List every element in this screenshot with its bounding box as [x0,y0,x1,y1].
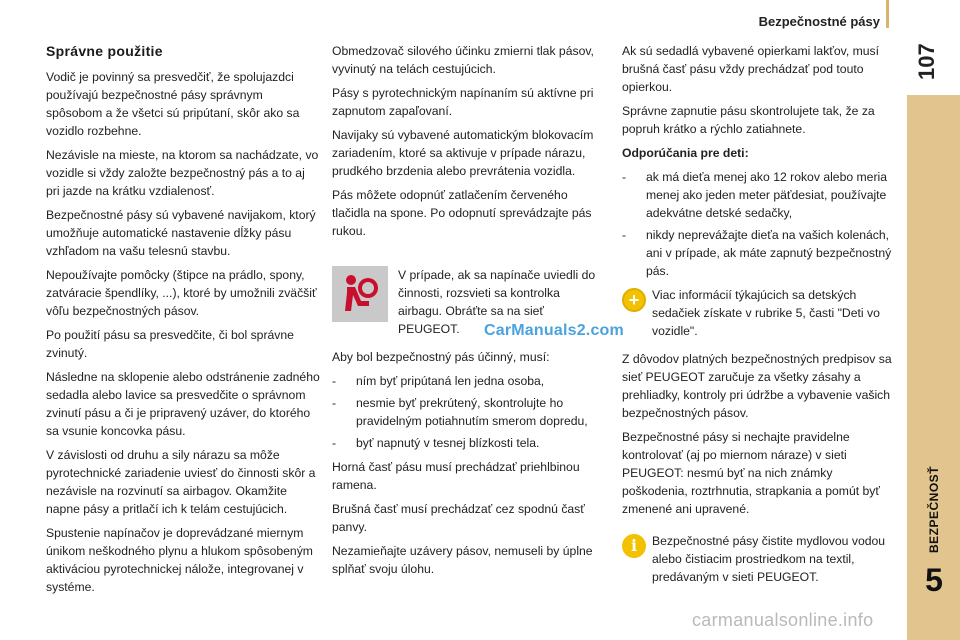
watermark-carmanuals2: CarManuals2.com [484,322,624,339]
note-text: Viac informácií týkajúcich sa detských sedačiek získate v rubrike 5, časti "Deti vo vozidle". [652,288,880,338]
info-icon: i [622,534,646,558]
paragraph: Obmedzovač silového účinku zmierni tlak pásov, vyvinutý na telách cestujúcich. [332,44,594,76]
list-item: - nikdy neprevážajte dieťa na vašich kolenách, ani v prípade, ak máte zapnutý bezpečnostný pás. [622,226,892,280]
paragraph: Navijaky sú vybavené automatickým blokovacím zariadením, ktoré sa aktivuje v prípade nárazu, prudkého brzdenia alebo prevrátenia vozidla. [332,128,594,178]
children-recommendations-heading: Odporúčania pre deti: [622,146,749,160]
chapter-side-tab [907,95,960,640]
note-text: Bezpečnostné pásy čistite mydlovou vodou alebo čistiacim prostriedkom na textil, predávaným v sieti PEUGEOT. [652,534,886,584]
list-item: - nesmie byť prekrútený, skontrolujte ho pravidelným potiahnutím smerom dopredu, [332,394,606,430]
watermark-carmanualsonline: carmanualsonline.info [692,610,874,630]
cleaning-info-note [622,532,892,586]
belt-requirements-list [332,372,606,452]
paragraph: Následne na sklopenie alebo odstránenie zadného sedadla alebo lavice sa presvedčite o správnom zvinutí pásu a či je pripravený uzáver, do ktorého sa vsunie koncovka pásu. [46,370,320,438]
header-accent-bar [886,0,889,28]
airbag-note-text: V prípade, ak sa napínače uviedli do činnosti, rozsvieti sa kontrolka airbagu. Obráťte sa na sieť PEUGEOT. [398,268,596,336]
paragraph: V závislosti od druhu a sily nárazu sa môže pyrotechnické zariadenie uviesť do činnosti skôr a nezávisle na rozvinutí sa airbagov. Okamžite napne pásy a pritlačí ich k telám cestujúcich. [46,448,316,516]
paragraph: Nezávisle na mieste, na ktorom sa nachádzate, vo vozidle si vždy založte bezpečnostný pás a to aj pri jazde na krátku vzdialenosť. [46,148,319,198]
list-item: - ním byť pripútaná len jedna osoba, [332,372,606,390]
paragraph: Nezamieňajte uzávery pásov, nemuseli by úplne splňať svoju úlohu. [332,544,593,576]
paragraph: Aby bol bezpečnostný pás účinný, musí: [332,350,550,364]
paragraph: Nepoužívajte pomôcky (štipce na prádlo, spony, zatváracie špendlíky, ...), ktoré by umožnili zväčšiť vôľu bezpečnostných pásov. [46,268,317,318]
airbag-warning-icon [332,266,388,322]
page-header-title: Bezpečnostné pásy [758,14,880,29]
chapter-label: BEZPEČNOSŤ [927,465,941,553]
child-seat-info-note [622,286,892,340]
page-number: 107 [914,43,939,80]
paragraph: Vodič je povinný sa presvedčiť, že spolujazdci používajú bezpečnostné pásy správnym spôsobom a že všetci sú pripútaní, skôr ako sa vozidlo rozbehne. [46,70,300,138]
children-recommendations-list [622,168,892,280]
chapter-number: 5 [925,562,943,598]
paragraph: Pás môžete odopnúť zatlačením červeného tlačidla na spone. Po odopnutí sprevádzajte pás rukou. [332,188,592,238]
paragraph: Spustenie napínačov je doprevádzané miernym únikom neškodného plynu a hlukom spôsobeným aktiváciou pyrotechnickej nálože, integrovanej v systéme. [46,526,313,594]
paragraph: Z dôvodov platných bezpečnostných predpisov sa sieť PEUGEOT zaručuje za všetky zásahy a prehliadky, kontroly pri údržbe a vybavenie vašich bezpečnostných pásov. [622,352,892,420]
list-item: - byť napnutý v tesnej blízkosti tela. [332,434,606,452]
column-1 [46,42,320,602]
section-heading: Správne použitie [46,43,163,59]
paragraph: Po použití pásu sa presvedčite, či bol správne zvinutý. [46,328,294,360]
paragraph: Bezpečnostné pásy sú vybavené navijakom, ktorý umožňuje automatické nastavenie dĺžky pásu vzhľadom na vašu telesnú stavbu. [46,208,316,258]
list-item: - ak má dieťa menej ako 12 rokov alebo meria menej ako jeden meter päťdesiat, používajte adekvátne detské sedačky, [622,168,892,222]
column-3 [622,42,892,596]
column-2 [332,42,606,584]
paragraph: Správne zapnutie pásu skontrolujete tak, že za popruh krátko a rýchlo zatiahnete. [622,104,875,136]
paragraph: Horná časť pásu musí prechádzať priehlbinou ramena. [332,460,580,492]
paragraph: Ak sú sedadlá vybavené opierkami lakťov, musí brušná časť pásu vždy prechádzať pod touto opierkou. [622,44,880,94]
paragraph: Bezpečnostné pásy si nechajte pravidelne kontrolovať (aj po miernom náraze) v sieti PEUGEOT: nesmú byť na nich známky poškodenia, roztrhnutia, strapkania a pomút byť zmenené ani upravené. [622,430,880,516]
paragraph: Brušná časť musí prechádzať cez spodnú časť panvy. [332,502,585,534]
paragraph: Pásy s pyrotechnickým napínaním sú aktívne pri zapnutom zapaľovaní. [332,86,594,118]
plus-icon: + [622,288,646,312]
